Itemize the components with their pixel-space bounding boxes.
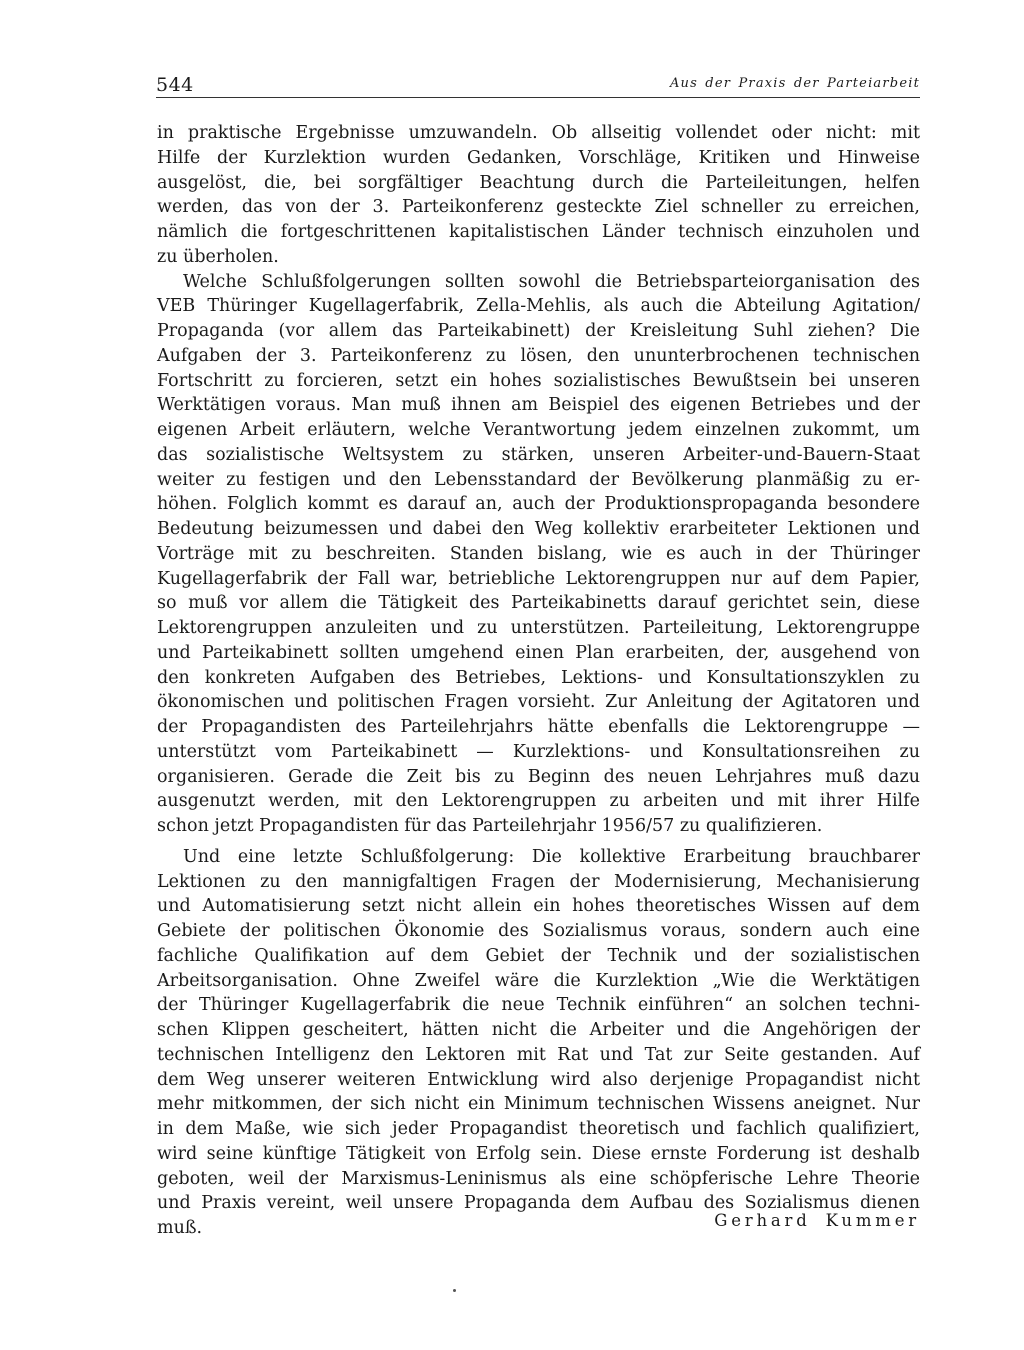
text-line: ausgenutzt werden, mit den Lektorengruppen zu arbeiten und mit ihrer Hilfe xyxy=(157,791,920,812)
paragraph-1 xyxy=(157,121,920,270)
text-line: Lektionen zu den mannigfaltigen Fragen der Modernisierung, Mechanisierung xyxy=(157,871,920,892)
text-line: schen Klippen gescheitert, hätten nicht die Arbeiter und die Angehörigen der xyxy=(157,1020,920,1040)
text-line: Gebiete der politischen Ökonomie des Sozialismus voraus, sondern auch eine xyxy=(157,921,920,941)
text-line: so muß vor allem die Tätigkeit des Parteikabinetts darauf gerichtet sein, diese xyxy=(157,593,920,614)
text-line: den konkreten Aufgaben des Betriebes, Lektions- und Konsultationszyklen zu xyxy=(157,667,920,688)
text-line: ausgelöst, die, bei sorgfältiger Beachtung durch die Parteileitungen, helfen xyxy=(157,172,920,193)
paragraph-3 xyxy=(157,845,920,1241)
page-number: 544 xyxy=(156,74,194,96)
stray-mark xyxy=(453,1289,456,1292)
running-head: Aus der Praxis der Parteiarbeit xyxy=(669,76,920,91)
text-line: und Parteikabinett sollten umgehend einen Plan erarbeiten, der, ausgehend von xyxy=(157,642,920,663)
text-line: wird seine künftige Tätigkeit von Erfolg sein. Diese ernste Forderung ist deshalb xyxy=(157,1143,920,1164)
text-line: geboten, weil der Marxismus-Leninismus als eine schöpferische Lehre Theorie xyxy=(157,1168,920,1189)
text-line: Kugellagerfabrik der Fall war, betriebliche Lektorengruppen nur auf dem Papier, xyxy=(157,568,920,589)
text-line: Arbeitsorganisation. Ohne Zweifel wäre die Kurzlektion „Wie die Werktätigen xyxy=(157,970,920,991)
text-line: unterstützt vom Parteikabinett — Kurzlektions- und Konsultationsreihen zu xyxy=(157,741,920,762)
text-line: das sozialistische Weltsystem zu stärken, unseren Arbeiter-und-Bauern-Staat xyxy=(157,444,920,465)
text-line: eigenen Arbeit erläutern, welche Verantwortung jedem einzelnen zukommt, um xyxy=(157,420,920,440)
body-text xyxy=(157,121,920,1241)
paragraph-2 xyxy=(157,270,920,839)
text-line: technischen Intelligenz den Lektoren mit Rat und Tat zur Seite gestanden. Auf xyxy=(157,1044,920,1065)
text-line: und Praxis vereint, weil unsere Propaganda dem Aufbau des Sozialismus dienen xyxy=(157,1193,920,1214)
text-line: Bedeutung beizumessen und dabei den Weg kollektiv erarbeiteter Lektionen und xyxy=(157,519,920,539)
text-line: ökonomischen und politischen Fragen vorsieht. Zur Anleitung der Agitatoren und xyxy=(157,692,920,713)
text-line: in dem Maße, wie sich jeder Propagandist theoretisch und fachlich qualifiziert, xyxy=(157,1119,920,1139)
text-line: organisieren. Gerade die Zeit bis zu Beginn des neuen Lehrjahres muß dazu xyxy=(157,766,920,787)
text-line: Vorträge mit zu beschreiten. Standen bislang, wie es auch in der Thüringer xyxy=(157,543,920,564)
text-line: nämlich die fortgeschrittenen kapitalistischen Länder technisch einzuholen und xyxy=(157,222,920,242)
text-line: schon jetzt Propagandisten für das Parteilehrjahr 1956/57 zu qualifizieren. xyxy=(157,816,823,836)
page-header xyxy=(156,70,920,100)
text-line: Welche Schlußfolgerungen sollten sowohl die Betriebsparteiorganisation des xyxy=(183,271,920,292)
text-line: Hilfe der Kurzlektion wurden Gedanken, Vorschläge, Kritiken und Hinweise xyxy=(157,147,920,168)
header-rule xyxy=(156,97,920,98)
text-line: muß. xyxy=(157,1218,203,1238)
text-line: weiter zu festigen und den Lebensstandard der Bevölkerung planmäßig zu er- xyxy=(157,469,920,490)
text-line: Propaganda (vor allem das Parteikabinett) der Kreisleitung Suhl ziehen? Die xyxy=(157,321,920,341)
text-line: der Propagandisten des Parteilehrjahrs hätte ebenfalls die Lektorengruppe — xyxy=(157,717,920,737)
author-signature: Gerhard Kummer xyxy=(714,1211,920,1230)
text-line: höhen. Folglich kommt es darauf an, auch der Produktionspropaganda besondere xyxy=(157,494,920,515)
text-line: VEB Thüringer Kugellagerfabrik, Zella-Mehlis, als auch die Abteilung Agitation/ xyxy=(157,296,920,317)
text-line: der Thüringer Kugellagerfabrik die neue Technik einführen“ an solchen techni- xyxy=(157,995,920,1016)
text-line: Fortschritt zu forcieren, setzt ein hohes sozialistisches Bewußtsein bei unseren xyxy=(157,370,920,391)
text-line: werden, das von der 3. Parteikonferenz gesteckte Ziel schneller zu erreichen, xyxy=(157,197,920,218)
text-line: Aufgaben der 3. Parteikonferenz zu lösen, den ununterbrochenen technischen xyxy=(157,345,920,366)
text-line: Und eine letzte Schlußfolgerung: Die kollektive Erarbeitung brauchbarer xyxy=(183,846,920,867)
text-line: zu überholen. xyxy=(157,246,279,267)
text-line: Lektorengruppen anzuleiten und zu unterstützen. Parteileitung, Lektorengruppe xyxy=(157,618,920,638)
text-line: und Automatisierung setzt nicht allein ein hohes theoretisches Wissen auf dem xyxy=(157,896,920,917)
text-line: fachliche Qualifikation auf dem Gebiet der Technik und der sozialistischen xyxy=(157,945,920,966)
text-line: Werktätigen voraus. Man muß ihnen am Beispiel des eigenen Betriebes und der xyxy=(157,395,920,416)
final-line xyxy=(157,1211,920,1241)
text-line: dem Weg unserer weiteren Entwicklung wird also derjenige Propagandist nicht xyxy=(157,1069,920,1090)
text-line: mehr mitkommen, der sich nicht ein Minimum technischen Wissens aneignet. Nur xyxy=(157,1094,920,1115)
text-line: in praktische Ergebnisse umzuwandeln. Ob allseitig vollendet oder nicht: mit xyxy=(157,123,920,143)
